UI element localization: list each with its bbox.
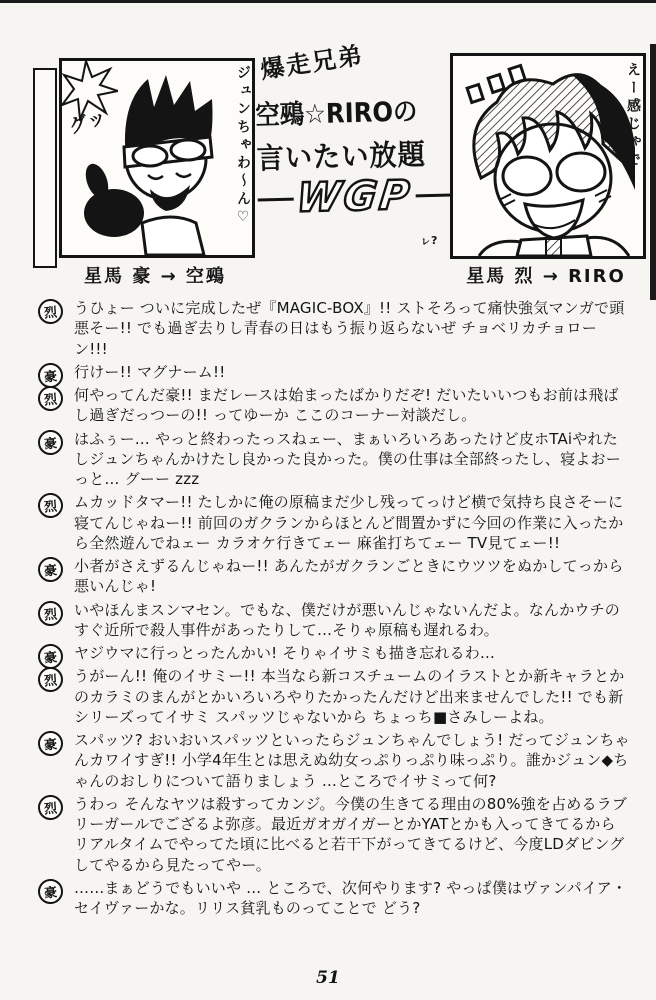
dialogue-row: [38, 385, 630, 426]
sfx-text: グッ: [66, 105, 110, 139]
speaker-badge: 豪: [37, 878, 64, 905]
dialogue-row: [38, 600, 630, 641]
caption-gou: 星馬 豪 → 空鵐: [84, 266, 226, 287]
speaker-badge: 烈: [37, 385, 64, 412]
page-number: 51: [316, 968, 340, 988]
dialogue-text: ……まぁどうでもいいや … ところで、次何やります? やっぱ僕はヴァンパイア・セイヴァーかな。リリス貧乳ものってことで どう?: [74, 878, 627, 917]
dialogue-text: ヤジウマに行っとったんかい! そりゃイサミも描き忘れるわ…: [74, 644, 496, 662]
dialogue-row: [38, 643, 630, 667]
dialogue-text: はふぅー… やっと終わったっスねェー、まぁいろいろあったけど皮ホTAiやれたしジュンちゃんかけたし良かった良かった。僕の仕事は全部終ったし、寝よおーっと… グーー zzz: [74, 429, 621, 488]
sub-title: 言いたい放題: [256, 137, 427, 176]
speaker-badge: 豪: [37, 362, 64, 389]
speaker-badge: 烈: [37, 298, 64, 325]
speaker-badge: 烈: [37, 794, 64, 821]
retsu-speech-text: えー感じゃでー: [625, 62, 641, 188]
dialogue-text: いやほんまスンマセン。でもな、僕だけが悪いんじゃないんだよ。なんかウチのすぐ近所で殺人事件があったりして…そりゃ原稿も遅れるわ。: [74, 600, 621, 639]
dialogue-row: [38, 362, 630, 386]
panel-retsu: [450, 53, 646, 259]
dialogue-text: 行けー!! マグナーム!!: [74, 362, 226, 381]
rule-left: [258, 197, 294, 201]
side-panel-empty: [33, 68, 57, 268]
dialogue-text: うわっ そんなヤツは殺すってカンジ。今僕の生きてる理由の80%強を占めるラブリーガールでござるよ弥彦。最近ガオガイガーとかYATとかも入ってきてるからリアルタイムでやってた頃に比べると若干下がってきてるけど、今度LDダビングしてやるから見たってやー。: [74, 794, 628, 874]
dialogue-text: うがーん!! 俺のイサミー!! 本当なら新コスチュームのイラストとか新キャラとかのカラミのまんがとかいろいろやりたかったんだけど出来ませんでした!! でも新シリーズってイサミ スパッツじゃないから ちょっち■さみしーよね。: [74, 667, 625, 726]
scribble-mark: ㇾ?: [420, 234, 438, 247]
series-title: 爆走兄弟: [258, 41, 366, 85]
dialogue-row: [38, 556, 630, 597]
speaker-badge: 豪: [37, 428, 64, 455]
dialogue-text: 何やってんだ豪!! まだレースは始まったばかりだぞ! だいたいいつもお前は飛ばし過ぎだっつーの!! ってゆーか ここのコーナー対談だし。: [74, 386, 619, 425]
dialogue-row: [38, 794, 630, 875]
speaker-badge: 豪: [37, 643, 64, 670]
rule-right: [415, 193, 451, 197]
speaker-badge: 烈: [37, 599, 64, 626]
wgp-logo: WGP: [294, 172, 415, 222]
dialogue-text: うひょー ついに完成したぜ『MAGIC-BOX』!! ストそろって痛快強気マンガで頭悪そー!! でも過ぎ去りし青春の日はもう振り返らないぜ チョベリカチョローン!!!: [74, 299, 625, 358]
caption-retsu: 星馬 烈 → RIRO: [466, 266, 626, 287]
dialogue-text: ムカッドタマー!! たしかに俺の原稿まだ少し残ってっけど横で気持ち良さそーに寝てんじゃねー!! 前回のガクランからほとんど間置かずに今回の作業に入ったから全然遊んでねェー カラオケ行きてェー 麻雀打ちてェー TV見てェー!!: [74, 493, 624, 552]
retsu-illustration: [453, 56, 643, 256]
dialogue-section: [38, 298, 630, 921]
dialogue-text: スパッツ? おいおいスパッツといったらジュンちゃんでしょう! だってジュンちゃんカワイすぎ!! 小学4年生とは思えぬ幼女っぷりっぷり味っぷり。誰かジュン◆ちゃんのおしりについて語りましょう …ところでイサミって何?: [74, 731, 630, 790]
scan-edge-top: [0, 0, 656, 3]
dialogue-row: [38, 878, 630, 919]
speaker-badge: 豪: [37, 730, 64, 757]
panel-gou: [59, 58, 255, 258]
speaker-badge: 烈: [37, 666, 64, 693]
main-title: 空鵐☆RIROの: [255, 96, 418, 132]
wgp-logo-row: [257, 172, 452, 222]
gou-speech-text: ジュンちゃわ〜ん♡: [235, 65, 251, 229]
dialogue-row: [38, 666, 630, 727]
dialogue-row: [38, 429, 630, 490]
dialogue-row: [38, 492, 630, 553]
dialogue-row: [38, 298, 630, 359]
title-block: [254, 41, 452, 222]
dialogue-row: [38, 730, 630, 791]
dialogue-text: 小者がさえずるんじゃねー!! あんたがガクランごときにウツツをぬかしてっから悪いんじゃ!: [74, 557, 624, 596]
speaker-badge: 烈: [37, 492, 64, 519]
scan-edge-right: [650, 44, 656, 300]
speaker-badge: 豪: [37, 556, 64, 583]
